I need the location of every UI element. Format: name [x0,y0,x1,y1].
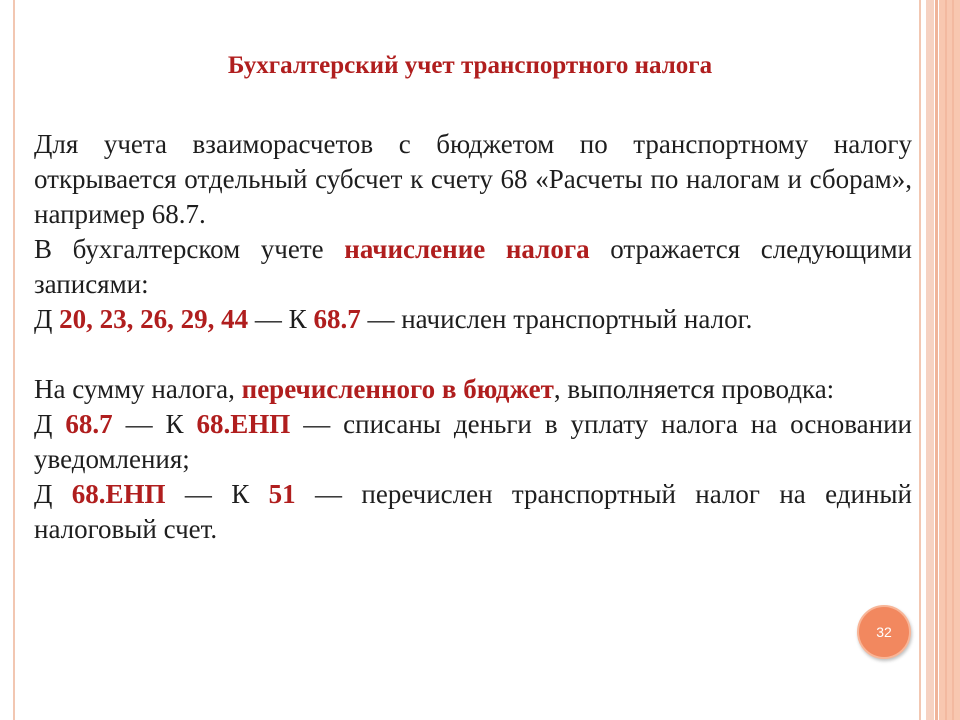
entry-accrual [34,302,912,337]
decor-stripe [935,0,938,720]
text: В бухгалтерском учете [34,234,345,264]
text: Д [34,479,72,509]
highlight-transfer: перечисленного в бюджет [241,374,554,404]
slide-body [34,127,912,547]
credit-account: 68.7 [313,304,361,334]
debit-account: 68.ЕНП [71,479,166,509]
text: На сумму налога, [34,374,242,404]
text: Д [34,409,66,439]
credit-account: 51 [268,479,296,509]
entry-payment [34,477,912,547]
paragraph-subaccount: Для учета взаиморасчетов с бюджетом по транспортному налогу открывается отдельный субсчет к счету 68 «Расчеты по налогам и сборам», например 68.7. [34,129,912,229]
text: отражается следующими записями: [34,234,912,299]
decor-stripe [945,0,947,720]
decor-stripe [926,0,934,720]
decor-stripe [939,0,960,720]
entry-writeoff [34,407,912,477]
text: , выполняется проводка: [553,374,835,404]
text: — начислен транспортный налог. [360,304,753,334]
text: — К [112,409,197,439]
paragraph-accrual [34,232,912,302]
highlight-accrual: начисление налога [344,234,590,264]
text: — К [248,304,314,334]
page-number-badge: 32 [857,605,911,659]
text: — списаны деньги в уплату налога на основании уведомления; [34,409,912,474]
text: — К [165,479,269,509]
debit-accounts: 20, 23, 26, 29, 44 [59,304,249,334]
text: — перечислен транспортный налог на единый налоговый счет. [34,479,913,544]
paragraph-transfer [34,372,912,407]
text: Д [34,304,60,334]
slide-title: Бухгалтерский учет транспортного налога [227,52,713,79]
decor-stripe [952,0,954,720]
credit-account: 68.ЕНП [196,409,291,439]
debit-account: 68.7 [65,409,113,439]
